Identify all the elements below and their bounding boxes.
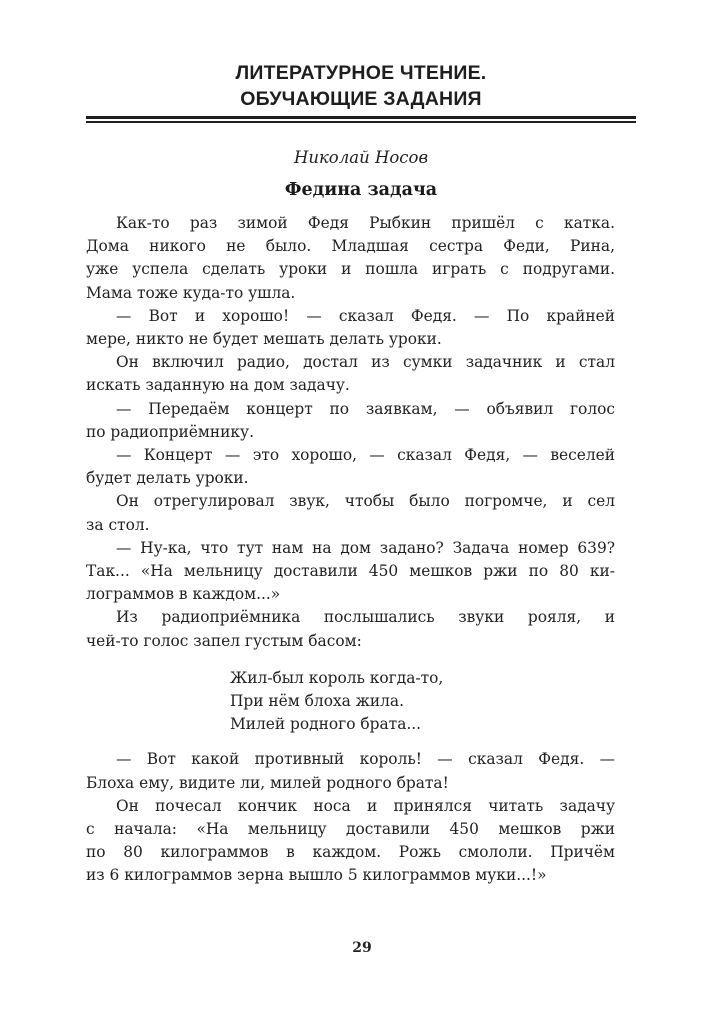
paragraph	[86, 748, 615, 794]
text-line: Как-то раз зимой Федя Рыбкин пришёл с катка.	[116, 214, 615, 232]
section-header-line-1: ЛИТЕРАТУРНОЕ ЧТЕНИЕ.	[235, 62, 487, 84]
text-line: мере, никто не будет мешать делать уроки.	[86, 330, 442, 349]
header-rule-thick	[86, 116, 636, 119]
paragraph	[86, 606, 615, 652]
text-line: будет делать уроки.	[86, 469, 249, 488]
text-line: — Передаём концерт по заявкам, — объявил голос	[116, 399, 615, 418]
verse-line: Милей родного брата...	[230, 715, 422, 734]
text-line: чей-то голос запел густым басом:	[86, 631, 362, 650]
section-header	[86, 60, 636, 112]
paragraph	[86, 795, 615, 888]
paragraphs-before-verse	[86, 212, 615, 653]
text-line: Блоха ему, видите ли, милей родного брата!	[86, 773, 449, 792]
paragraph	[86, 537, 615, 607]
text-line: Он почесал кончик носа и принялся читать задачу	[116, 796, 615, 815]
text-line: — Вот и хорошо! — сказал Федя. — По крайней	[116, 306, 615, 325]
text-line: Так... «На мельницу доставили 450 мешков ржи по 80 ки-	[86, 562, 615, 581]
text-line: из 6 килограммов зерна вышло 5 килограммов муки...!»	[86, 866, 547, 885]
story-title: Федина задача	[284, 180, 438, 200]
paragraph	[86, 398, 615, 444]
text-line: с начала: «На мельницу доставили 450 мешков ржи	[86, 820, 615, 839]
verse-block	[86, 667, 615, 737]
page-number: 29	[352, 940, 372, 956]
paragraph	[86, 212, 615, 305]
text-line: уже успела сделать уроки и пошла играть с подругами.	[86, 260, 615, 279]
story-body	[86, 212, 615, 888]
paragraph	[86, 490, 615, 536]
paragraph	[86, 351, 615, 397]
header-rule-thin	[86, 121, 636, 123]
text-line: — Ну-ка, что тут нам на дом задано? Задача номер 639?	[116, 538, 615, 557]
text-line: — Концерт — это хорошо, — сказал Федя, — веселей	[116, 446, 615, 465]
text-line: за стол.	[86, 515, 150, 534]
verse-line: При нём блоха жила.	[230, 692, 404, 711]
text-line: Он включил радио, достал из сумки задачник и стал	[116, 353, 615, 372]
paragraphs-after-verse	[86, 748, 615, 887]
text-line: искать заданную на дом задачу.	[86, 376, 350, 395]
verse-line: Жил-был король когда-то,	[230, 668, 444, 687]
text-line: Из радиоприёмника послышались звуки рояля, и	[116, 608, 615, 627]
text-line: по 80 килограммов в каждом. Рожь смололи. Причём	[86, 843, 615, 862]
text-line: Мама тоже куда-то ушла.	[86, 283, 296, 302]
text-line: Дома никого не было. Младшая сестра Феди, Рина,	[86, 237, 615, 256]
section-header-line-2: ОБУЧАЮЩИЕ ЗАДАНИЯ	[240, 88, 482, 110]
paragraph	[86, 444, 615, 490]
text-line: Он отрегулировал звук, чтобы было погромче, и сел	[116, 492, 615, 511]
story-author: Николай Носов	[293, 148, 429, 167]
text-line: по радиоприёмнику.	[86, 422, 254, 441]
text-line: лограммов в каждом...»	[86, 585, 281, 604]
text-line: — Вот какой противный король! — сказал Федя. —	[116, 750, 615, 769]
paragraph	[86, 305, 615, 351]
